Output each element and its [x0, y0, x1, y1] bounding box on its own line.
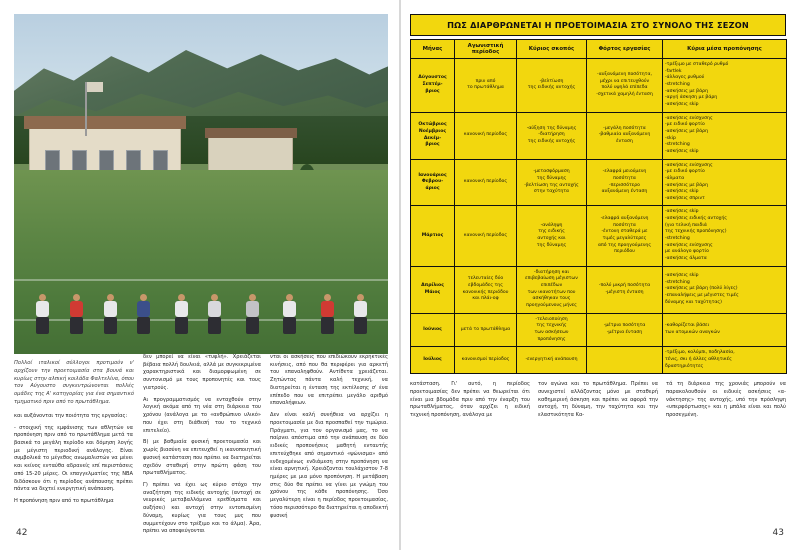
col-header-load: Φόρτος εργασίας: [587, 40, 663, 59]
col-header-month: Μήνας: [411, 40, 455, 59]
cell-load: -μέτρια ποσότητα -μέτρια ένταση: [587, 313, 663, 347]
paragraph: Η προπόνηση πριν από το πρωτάθλημα: [14, 498, 114, 505]
page-number-left: 42: [16, 528, 28, 538]
cell-month: Αύγουστος Σεπτέμ- βριος: [411, 59, 455, 113]
paragraph: Δεν είναι καλή συνήθεια να αρχίζει η προετοιμασία με δια προσπαθεί την τιμώρια. Πράγματι, για τον οργανισμό μας, το να παίρνει απόστιμα από την ανάπαυση σε δύο ειδικές προπονήσεις μαθητή ενταυτής επιτεύχθηκε από σημαντικό «ψώνισμα» από ενδεχομένως ενδιάμεση στην προπόνηση να είναι αρνητική. Χρειάζονται τουλάχιστον 7-8 ημέρες με μια μόνο προπόνηση. Η μετάβαση στις δύο θα πρέπει να γίνει με γνώμη του χρόνου της κάθε προπόνησης. Όσο μεγαλύτερη είναι η περίοδος προετοιμασίας, τόσο περισσότερο θα διατηρείται η αποδεκτή φυσική: [270, 412, 388, 519]
table-row: [411, 347, 787, 374]
left-column-2: [143, 354, 261, 540]
caption-column: [14, 354, 134, 540]
table-row: [411, 266, 787, 313]
photo-player: [246, 294, 259, 334]
cell-month: Ιανουάριος Φεβρου- άριος: [411, 159, 455, 206]
cell-goal: -ενεργητική ανάπαυση: [517, 347, 587, 374]
paragraph: - στοιχική της εμφάνισης των αθλητών να προπόνηση πριν από το πρωτάθλημα μετά τα βασικά το μεγάλη περίοδο και δόμηση λογής με μέγιστη περιοδική ανάλογης. Είναι συμβολικά το μέγεθος ανωμαλιστών να μένει και κείνος ενταύθα αδρανείς επί περιστάσεις από 15-20 μέρες. Οι επαγγελματίες της NBA διδάσκουν ότι η περίοδος ανάπαυσης πρέπει πάντα να δεχτεί ενεργητική ανάπαυση.: [14, 424, 133, 493]
cell-month: Οκτώβριος Νοέμβριος Δεκέμ- βριος: [411, 112, 455, 159]
right-column-1: [410, 381, 530, 424]
photo-player: [283, 294, 296, 334]
cell-period: μετά το πρωτάθλημα: [455, 313, 517, 347]
cell-means: -τρέξιμο, κολύμπι, ποδηλασία, τένις, σκι ή άλλες αθλητικές δραστηριότητες: [663, 347, 787, 374]
photo-window: [45, 150, 60, 172]
cell-goal: -αύξηση της δύναμης -διατήρηση της ειδικής αντοχής: [517, 112, 587, 159]
cell-period: κανονική περίοδος: [455, 112, 517, 159]
photo-building-roof: [24, 116, 186, 128]
cell-goal: -τελειοποίηση της τεχνικής των ασκήσεων προπόνησης: [517, 313, 587, 347]
cell-month: Ιούλιος: [411, 347, 455, 374]
cell-load: -αυξανόμενη ποσότητα, μέχρι να επιτευχθούν πολύ υψηλά επίπεδα -σχετικά χαμηλή ένταση: [587, 59, 663, 113]
paragraph: και αυξάνονται την ποιότητα της εργασίας:: [14, 412, 128, 419]
photo-player: [36, 294, 49, 334]
cell-period: κανονισμοί περίοδος: [455, 347, 517, 374]
photo-player: [354, 294, 367, 334]
photo-window: [99, 150, 114, 172]
photo-window: [153, 150, 168, 172]
table-row: [411, 59, 787, 113]
table-header-row: [411, 40, 787, 59]
right-column-2: [538, 381, 658, 424]
photo-field-line: [14, 279, 388, 281]
cell-goal: -μετασφόρμαση της δύναμης -βελτίωση της αντοχής στην ταχύτητα: [517, 159, 587, 206]
left-page-body: [14, 354, 388, 540]
col-header-means: Κύρια μέσα προπόνησης: [663, 40, 787, 59]
paragraph: τον αγώνα και το πρωτάθλημα. Πρέπει να συνεχιστεί αλλάζοντας μόνο με σταθερή καθημερινή άσκηση και πρέπει να αφορά την αντοχή, τη δύναμη, την ταχύτητα και την ελαστικότητα Κα-: [538, 381, 658, 419]
paragraph: τά τη διάρκεια της χρονιάς μπορούν να παρακολουθούν οι ειδικές ασκήσεις «α-νάκτησης» της αντοχής, υπό την πρόσληψη «υπερφόρτωσης» και η μπάλα είναι και πολύ προσεγμένη.: [666, 381, 786, 419]
cell-period: πριν από το πρωτάθλημα: [455, 59, 517, 113]
photo-player: [104, 294, 117, 334]
photo-window: [126, 150, 141, 172]
cell-load: -ελαφρά αυξανόμενη ποσότητα -έντονη σταθερά με τιμές μεγαλύτερες από της προηγούμενης περιόδου: [587, 206, 663, 266]
col-header-period: Αγωνιστική περίοδος: [455, 40, 517, 59]
paragraph: κατάσταση. Γι' αυτό, η περίοδος προετοιμασίας δεν πρέπει να θεωρείται ότι είναι μια βδομάδα πριν από την έναρξη του πρωταθλήματος, όταν αρχίζει η ειδική τεχνική προπόνηση, ανάλογα με: [410, 381, 530, 419]
cell-means: -ασκήσεις ενίσχυσης -με ειδικό φορτίο -άλματα -ασκήσεις με βάρη -ασκήσεις skip -ασκήσεις σπριντ: [663, 159, 787, 206]
cell-month: Ιούνιος: [411, 313, 455, 347]
cell-month: Απρίλιος Μάιος: [411, 266, 455, 313]
cell-month: Μάρτιος: [411, 206, 455, 266]
photo-player: [208, 294, 221, 334]
season-preparation-table: [410, 39, 787, 374]
cell-load: [587, 347, 663, 374]
cell-means: -καθορίζεται βάσει των ατομικών αναγκών: [663, 313, 787, 347]
cell-means: -τρέξιμο με σταθερό ρυθμό -fartlek -άλλαγες ρυθμού -stretching -ασκήσεις με βάρη -αργή άσκηση με βάρη -ασκήσεις skip: [663, 59, 787, 113]
photo-flagpole: [85, 82, 87, 136]
paragraph: Γ) πρέπει να έχει ως κύριο στόχο την αναζήτηση της ειδικής αντοχής (αντοχή σε νευρικές μεταβαλλόμενα ερεθίσματα και αυξήσει) και αντοχή στην εντοπισμένη δύναμη, κυρίως για τους μυς που συμμετέχουν στο τρέξιμο και το άλμα). Άρα, πρέπει να αποφεύγονται: [143, 482, 261, 535]
left-column-1: [14, 413, 133, 506]
cell-period: κανονική περίοδος: [455, 206, 517, 266]
cell-load: -πολύ μικρή ποσότητα -μέγιστη ένταση: [587, 266, 663, 313]
right-column-3: [666, 381, 786, 424]
paragraph: νται οι ασκήσεις που επιδιώκουν εκρηκτικές κινήσεις, από που θα περιφέρει για αρκετή του επαναληφθούν. Αντίθετα χρειάζεται. Ζητώντας πάντα καλή τεχνική, να διατηρείται η ένταση της εκτέλεσης σ' ένα επίπεδο που να επιτρέπει μεγάλο αριθμό επαναλήψεων.: [270, 354, 388, 407]
photo-player: [137, 294, 150, 334]
table-row: [411, 159, 787, 206]
table-title: ΠΩΣ ΔΙΑΡΘΡΩΝΕΤΑΙ Η ΠΡΟΕΤΟΙΜΑΣΙΑ ΣΤΟ ΣΥΝΟΛΟ ΤΗΣ ΣΕΖΟΝ: [410, 14, 786, 36]
cell-load: -ελαφρά μειούμενη ποσότητα -περισσότερο αυξανόμενη ένταση: [587, 159, 663, 206]
cell-goal: -βελτίωση της ειδικής αντοχής: [517, 59, 587, 113]
right-page-body: [410, 381, 786, 424]
photo-player: [175, 294, 188, 334]
left-column-3: [270, 354, 388, 540]
page-number-right: 43: [772, 528, 784, 538]
photo-building-roof: [205, 128, 297, 138]
photo-player: [70, 294, 83, 334]
paragraph: δεν μπορεί να είναι «τυφλή». Χρειάζεται βέβαια πολλή δουλειά, αλλά με συγκεκριμένα χαρακτηριστικά και διαμορφωμένη σε συντονισμό με τους προπονητές και τους γιατρούς.: [143, 354, 261, 391]
cell-period: κανονική περίοδος: [455, 159, 517, 206]
page-right: [400, 0, 800, 550]
table-row: [411, 313, 787, 347]
col-header-goal: Κύριος σκοπός: [517, 40, 587, 59]
table-row: [411, 206, 787, 266]
table-row: [411, 112, 787, 159]
cell-period: τελευταίες δύο εβδομάδες της κανονικής περιόδου και πλάι-οφ: [455, 266, 517, 313]
cell-means: -ασκήσεις skip -stretching -ασκήσεις με βάρη (πολύ λίγες) -επαναλήψεις με μέγιστες τιμές δύναμης και ταχύτητας): [663, 266, 787, 313]
paragraph: Αι προγραμματισμός να ενταχθούν στην λογική ακόμα από τη νέα στη διάρκεια του χρόνου (ανάλογα με το «ανθρώπινο υλικό» που έχει στη διάθεσή του το τεχνικό επιτελείο).: [143, 396, 261, 434]
table-body: [411, 59, 787, 374]
cell-goal: -ανάληψη της ειδικής αντοχής και της δύναμης: [517, 206, 587, 266]
photo-player: [321, 294, 334, 334]
photo-caption: Πολλοί ιταλικοί σύλλογοι προτιμούν ν' αρχίζουν την προετοιμασία στα βουνά και κυρίως στην αλπική κοιλάδα Φαλτελίνα, όπου τον Αύγουστο συγκεντρώνονται πολλές ομάδες της Α' κατηγορίας για ένα σημαντικό τμηματικό πριν από το πρωτάθλημα.: [14, 360, 134, 405]
cell-means: -ασκήσεις ενίσχυσης -με ειδικό φορτίο -ασκήσεις με βάρη -skip -stretching -ασκήσεις skip: [663, 112, 787, 159]
cell-goal: -διατήρηση και επιβεβαίωση μέγιστων επιπέδων των ικανοτήτων που ασκήθηκαν τους προηγούμενους μήνες: [517, 266, 587, 313]
paragraph: Β) με βαθμιαία φυσική προετοιμασία και χωρίς βιασύνη να επιτευχθεί η ικανοποιητική φυσική κατάσταση που πρέπει να διατηρείται σχεδόν σταθερή στην πρώτη φάση του πρωταθλήματος.: [143, 439, 261, 477]
photo-window: [72, 150, 87, 172]
cell-load: -μεγάλη ποσότητα -βαθμιαία αυξανόμενη ένταση: [587, 112, 663, 159]
cell-means: -ασκήσεις skip -ασκήσεις ειδικής αντοχής (για τελική παιδιά της τεχνικής προπόνησης) -stretching -ασκήσεις ενίσχυσης με ανάλογο φορτίο -ασκήσεις άλματα: [663, 206, 787, 266]
training-photo: [14, 14, 388, 354]
